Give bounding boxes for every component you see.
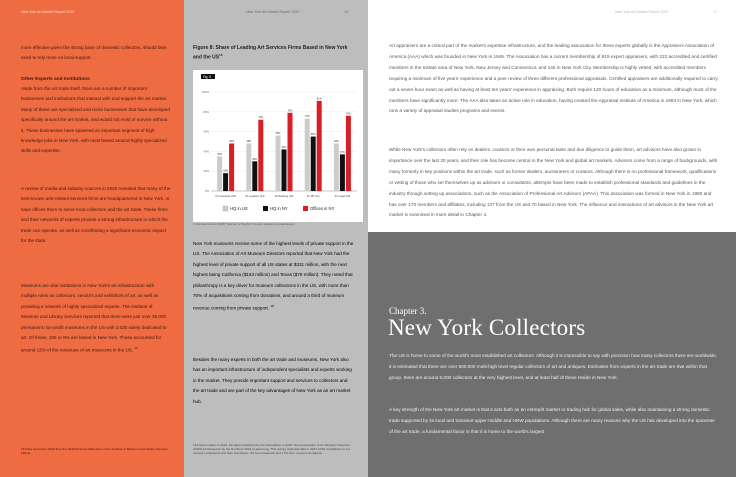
chart-bar: [276, 136, 281, 191]
grey-paragraph-2: [193, 355, 355, 407]
chart-bar: [317, 101, 322, 191]
paragraph-text: Art appraisers are a critical part of the market's expertise infrastructure, and the leading association for these experts globally is the Appraisers Association of America (AAA) which was founded in New York in 1949. The Association has a current membership of 819 expert appraisers, with 222 accredited and certified members in the tristate area of New York, New Jersey and Connecticut, and 146 in New York City. Membership is highly vetted, with accredited members requiring a minimum of five years' experience and a peer review of three different professional appraisals. Certified appraisers are additionally required to carry out a seven-hour exam as well as having at least ten years' experience in appraising. Both require 120 hours of education as a minimum, although most of the members have significantly more. The AAA also takes an active role in education, having created the Appraisal Institute of America in 1983 in New York, which runs a variety of appraisal studies programs and events.: [389, 43, 718, 114]
chart-data-label: 55%: [310, 133, 316, 137]
chart-y-tick-label: 40%: [203, 149, 209, 154]
white-paragraph-2: [389, 145, 719, 221]
chart-legend-label: HQ in US: [230, 206, 248, 211]
chart-data-label: 56%: [275, 132, 281, 136]
chart-bar: [258, 120, 263, 191]
chart-data-label: 91%: [316, 97, 322, 101]
bar-chart-svg: [193, 70, 363, 222]
footnote-ref: 18: [270, 304, 274, 309]
chart-y-tick-label: 100%: [201, 90, 209, 94]
chart-y-tick-label: 60%: [203, 129, 209, 134]
chart-bar: [334, 143, 339, 191]
chart-tag-label: Fig. 8: [203, 75, 211, 79]
chart-bar: [282, 149, 287, 191]
page-number-right: 17: [713, 10, 717, 14]
section-heading: Other Experts and Institutions: [21, 77, 90, 82]
chart-bar: [252, 161, 257, 191]
paragraph-text: A review of media and industry sources in 2020 revealed that many of the best-known arts-related services firms are headquartered in New York, or have offices there to serve local collectors and the art trade. These firms and their networks of experts provide a strong infrastructure in which the trade can operate, as well as contributing a significant economic impact for the state.: [21, 186, 171, 244]
chart-data-label: 18%: [223, 169, 228, 173]
chart-data-label: 48%: [246, 139, 252, 143]
chart-legend-swatch: [303, 206, 308, 211]
chart-category-label: Art Banking (19): [274, 195, 294, 198]
chart-bar: [246, 143, 251, 191]
figure-chart: [193, 70, 363, 222]
orange-paragraph-3: [21, 184, 171, 246]
chart-data-label: 48%: [334, 139, 339, 143]
chart-data-label: 72%: [258, 116, 264, 120]
page-number-left: 16: [344, 10, 348, 14]
paragraph-text: Aside from the art trade itself, there are a number of important businesses and institutions that interact with and support the art market. Many of these are specialized and niche businesses that have developed specifically around the art market, and would not exist or survive without it. These businesses have spawned an important segment of high knowledge jobs in New York, with most based around highly specialized skills and expertise.: [21, 86, 170, 154]
chart-category-label: Art Insurance (23): [215, 195, 236, 198]
chart-y-tick-label: 0%: [204, 189, 209, 193]
paragraph-text: [21, 281, 171, 356]
chapter-label: Chapter 3.: [389, 306, 427, 316]
chart-category-label: Art PR (11): [306, 195, 320, 198]
orange-section-other-experts: [21, 75, 171, 157]
chart-data-label: 73%: [304, 115, 310, 119]
chart-bar: [223, 173, 228, 191]
chart-bar: [311, 137, 316, 191]
chart-y-tick-label: 80%: [203, 109, 209, 114]
figure-source: © Arts Economics (2020)* Number of Top firm* in each sample (in parentheses): [193, 222, 295, 226]
paragraph-text: The US is home to some of the world's most established art collectors. Although it is impossible to say with precision how many collectors there are worldwide, it is estimated that there are over 500,000 multi-high level regular collectors of art and antiques. Estimates from experts in the art trade are that within that group, there are around 5,000 collectors at the very highest level, and at least half of these reside in New York.: [389, 353, 718, 380]
chart-data-label: 42%: [281, 145, 287, 149]
running-head-left: New York Art Market Report 2020: [21, 10, 75, 14]
figure-title: [193, 45, 353, 61]
chart-data-label: 37%: [340, 150, 345, 154]
paragraph-text: Besides the many experts in both the art trade and museums, New York also has an important infrastructure of independent specialists and experts working in the market. They provide important support and services to collectors and the art trade and are part of the key advantages of New York as an art market hub.: [193, 357, 352, 404]
figure-title-text: Figure 8: Share of Leading Art Services Firms Based in New York and the US: [193, 45, 348, 61]
paragraph-text: While New York's collectors often rely on dealers, curators or their own personal taste and due diligence to guide them, art advisors have also grown in importance over the last 20 years, and their role has become central in the New York and global art markets. Advisors come from a range of backgrounds, with many formerly in key positions within the art trade, such as former dealers, auctioneers or curators. Although there is no professional framework, qualifications or vetting of those who set themselves up as advisors or consultants, attempts have been made to establish professional standards and guidelines in the industry through setting up associations, such as the Association of Professional Art Advisors (APAA). This association was formed in New York in 1980 and has over 170 members and affiliates, including 137 from the US and 70 based in New York. The influence and interactions of art advisors in the New York art market is examined in more detail in Chapter 4.: [389, 147, 718, 218]
chart-legend-label: Offices in NY: [310, 206, 335, 211]
white-paragraph-1: [389, 41, 719, 117]
paragraph-text: A key strength of the New York art market is that it acts both as an entrepôt market or trading hub for global sales, while also maintaining a strong domestic trade supported by its local and transient upper-middle and HNW populations. Although there are many reasons why the US has developed into the epicenter of the art trade, a fundamental factor is that it is home to the world's largest: [389, 407, 715, 434]
paragraph-text: [193, 239, 355, 314]
chart-category-label: Art Logistics (23): [245, 195, 265, 198]
chart-bar: [229, 143, 234, 191]
paragraph-body: Museums are vital institutions in New York's art infrastructure with multiple roles as collectors, vendors and exhibitors of art, as well as providing a network of highly specialized experts. The Institute of Museum and Library Services reported that there were just over 39,000 permanent non-profit museums in the US with 2,620 solely dedicated to art. Of those, 196 or 8% are based in New York. These accounted for around 13% of the revenues of art museums in the US.: [21, 283, 167, 353]
chart-bar: [346, 116, 351, 191]
running-head-center: New York Art Market Report 2020: [246, 10, 300, 14]
chart-legend-swatch: [263, 206, 268, 211]
orange-paragraph-1: [21, 43, 171, 64]
chart-data-label: 35%: [217, 152, 222, 156]
chart-bar: [217, 156, 222, 191]
orange-column: [0, 0, 184, 477]
chapter-paragraph-2: [389, 405, 719, 438]
grey-paragraph-1: [193, 239, 355, 314]
chart-category-label: Art Legal (25): [334, 195, 351, 198]
running-head-right: New York Art Market Report 2020: [615, 10, 669, 14]
chart-bar: [288, 113, 293, 191]
orange-paragraph-4: [21, 281, 171, 356]
paragraph-body: New York museums receive some of the highest levels of private support in the US. The Association of Art Museum Directors reported that New York had the highest level of private support of all US states at $331 million, with the next highest being California ($163 million) and Texas ($79 million). They noted that philanthropy is a key driver for museum collections in the US, with more than 70% of acquisitions coming from donations, and around a third of museum revenue coming from private support.: [193, 241, 354, 311]
chart-bar: [340, 154, 345, 191]
footnote-ref: 15: [134, 346, 138, 351]
chapter-title: New York Collectors: [388, 315, 586, 340]
chart-data-label: 76%: [346, 112, 351, 116]
orange-footnote: 15 Data sourced in 2020 from the 2018 Museum Data Files of the Institute of Museum and Library Services (IMLS).: [21, 447, 168, 456]
chart-data-label: 48%: [229, 139, 234, 143]
chart-legend-label: HQ in NY: [270, 206, 288, 211]
paragraph-text: more effective given the strong base of domestic collectors, should fairs need to rely more on local support.: [21, 45, 167, 61]
figure-title-ref: 16: [219, 52, 223, 57]
chart-legend-swatch: [223, 206, 228, 211]
chart-y-tick-label: 20%: [203, 169, 209, 174]
chart-bar: [305, 119, 310, 191]
grey-footnote: 16 Figures taken in 2016, the latest published by the Association in 2020. See Association of Art Museum Directors (2016) Art Museums by the Numbers 2016 at aamd.org. This survey collected data in 2017-2018 of additions to art museum collections and their purchases: 3% from bequests and 77% from museum donations.: [193, 443, 351, 456]
chapter-paragraph-1: [389, 351, 719, 384]
chart-data-label: 30%: [252, 157, 258, 161]
chart-data-label: 79%: [287, 109, 293, 113]
